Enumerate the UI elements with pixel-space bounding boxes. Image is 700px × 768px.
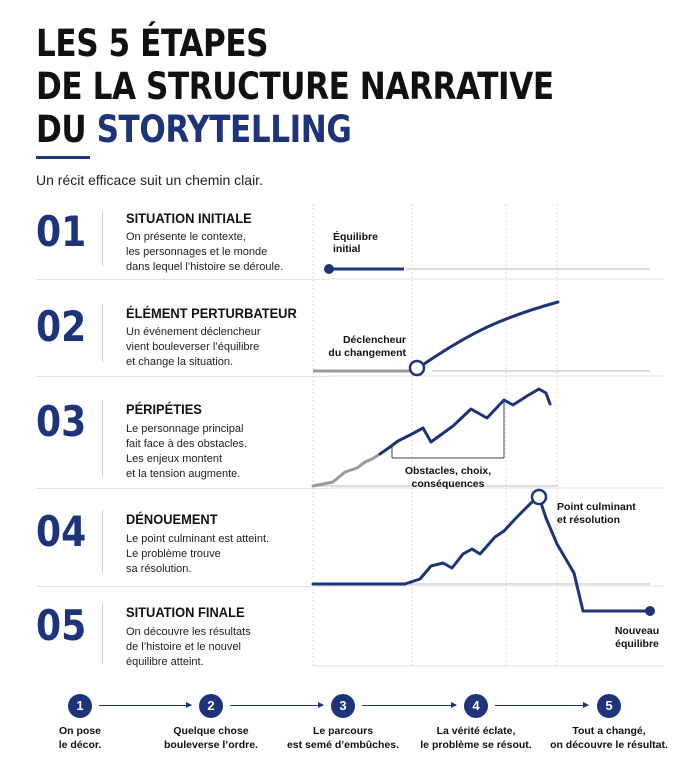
summary-timeline: [0, 686, 700, 768]
climax-line: [313, 497, 583, 611]
step-title: SITUATION INITIALE: [126, 210, 252, 226]
step-description-line: Les enjeux montent: [126, 453, 223, 465]
step-description-line: On découvre les résultats: [126, 626, 251, 638]
step-title: ÉLÉMENT PERTURBATEUR: [126, 305, 297, 321]
label-declencheur: du changement: [328, 347, 406, 359]
timeline-caption: [10, 724, 150, 752]
timeline-arrow: [495, 705, 588, 706]
step-description-line: vient bouleverser l’équilibre: [126, 341, 260, 353]
timeline-arrow: [99, 705, 191, 706]
timeline-caption-line: Quelque chose: [173, 725, 249, 737]
step-number: 05: [36, 601, 87, 650]
title-line-1: LES 5 ÉTAPES: [36, 22, 269, 65]
label-point-culminant: Point culminant: [557, 501, 636, 513]
timeline-caption: [141, 724, 281, 752]
step-description-line: dans lequel l’histoire se déroule.: [126, 261, 284, 273]
rising-arc-line: [424, 302, 558, 364]
title-line-2: DE LA STRUCTURE NARRATIVE: [36, 65, 554, 108]
label-equilibre-initial: initial: [333, 243, 361, 255]
step-description-line: Le point culminant est atteint.: [126, 533, 270, 545]
step-description-line: sa résolution.: [126, 563, 192, 575]
step-title: SITUATION FINALE: [126, 604, 245, 620]
step-description-line: Le problème trouve: [126, 548, 221, 560]
intro-text: Un récit efficace suit un chemin clair.: [36, 172, 263, 188]
step-description-line: Le personnage principal: [126, 423, 244, 435]
timeline-caption-line: le décor.: [58, 739, 102, 751]
trigger-point-marker: [410, 361, 424, 375]
pre-rising-line: [313, 454, 380, 486]
step-number: 02: [36, 302, 87, 351]
step-number: 04: [36, 507, 87, 556]
timeline-caption-line: Tout a changé,: [572, 725, 646, 737]
step-description-line: fait face à des obstacles.: [126, 438, 248, 450]
timeline-step-circle: 3: [331, 694, 355, 718]
timeline-arrow: [362, 705, 456, 706]
step-title: DÉNOUEMENT: [126, 511, 218, 527]
step-description-line: Un événement déclencheur: [126, 326, 261, 338]
timeline-caption-line: le problème se résout.: [420, 739, 532, 751]
timeline-caption-line: bouleverse l’ordre.: [164, 739, 258, 751]
label-nouveau-equilibre: Nouveau: [614, 625, 660, 637]
label-obstacles: conséquences: [411, 478, 485, 490]
step-description-line: les personnages et le monde: [126, 246, 268, 258]
label-declencheur: Déclencheur: [342, 334, 406, 346]
label-point-culminant: et résolution: [557, 514, 621, 526]
step-number: 03: [36, 397, 87, 446]
timeline-step-circle: 1: [68, 694, 92, 718]
timeline-caption-line: On pose: [58, 725, 101, 737]
timeline-step-circle: 4: [464, 694, 488, 718]
step-description-line: On présente le contexte,: [126, 231, 246, 243]
timeline-caption-line: on découvre le résultat.: [550, 739, 668, 751]
rising-action-line: [380, 389, 550, 454]
timeline-caption: [539, 724, 679, 752]
step-description-line: et change la situation.: [126, 356, 234, 368]
label-obstacles: Obstacles, choix,: [404, 465, 492, 477]
timeline-step-circle: 5: [597, 694, 621, 718]
title-line-3-prefix: DU: [36, 108, 97, 151]
step-description-line: de l’histoire et le nouvel: [126, 641, 241, 653]
step-title: PÉRIPÉTIES: [126, 401, 202, 417]
title-accent-word: STORYTELLING: [96, 108, 352, 151]
step-description-line: équilibre atteint.: [126, 656, 204, 668]
timeline-arrow: [230, 705, 323, 706]
start-point-marker: [324, 264, 334, 274]
timeline-caption-line: est semé d’embûches.: [286, 739, 400, 751]
timeline-caption: [406, 724, 546, 752]
step-description-line: et la tension augmente.: [126, 468, 241, 480]
timeline-caption: [273, 724, 413, 752]
label-equilibre-initial: Équilibre: [333, 231, 378, 243]
end-point-marker: [645, 606, 655, 616]
timeline-caption-line: La vérité éclate,: [436, 725, 516, 737]
climax-point-marker: [532, 490, 546, 504]
label-nouveau-equilibre: équilibre: [615, 638, 659, 650]
timeline-caption-line: Le parcours: [312, 725, 374, 737]
step-number: 01: [36, 207, 87, 256]
timeline-step-circle: 2: [199, 694, 223, 718]
